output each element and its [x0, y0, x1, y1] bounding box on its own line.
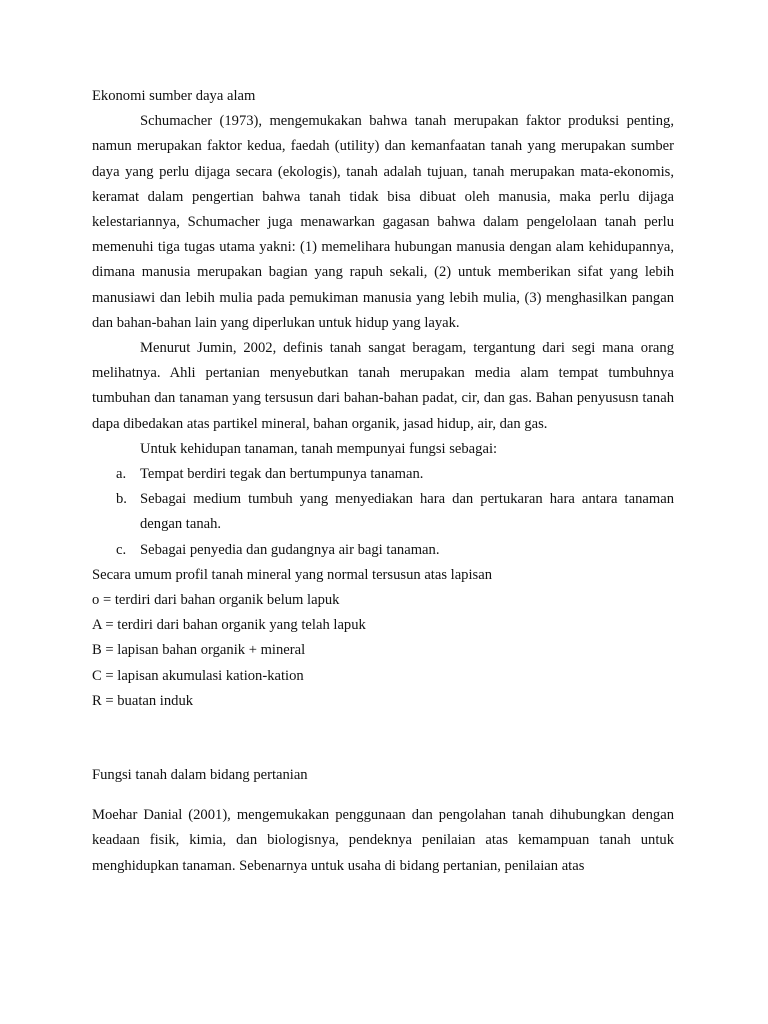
section-title-fungsi: Fungsi tanah dalam bidang pertanian: [92, 767, 308, 784]
section-spacer: [92, 714, 674, 763]
profile-line-o: o = terdiri dari bahan organik belum lapuk: [92, 592, 340, 609]
profile-line-c: C = lapisan akumulasi kation-kation: [92, 667, 304, 684]
profile-line-a: A = terdiri dari bahan organik yang telah lapuk: [92, 617, 366, 634]
list-item: [92, 538, 674, 563]
document-page: [92, 84, 674, 879]
profile-line-b: B = lapisan bahan organik + mineral: [92, 642, 306, 659]
list-item: [92, 487, 674, 537]
list-marker: b.: [116, 491, 127, 508]
fungsi-list: [92, 462, 674, 563]
heading-spacer: [92, 788, 674, 803]
list-marker: a.: [116, 466, 127, 483]
paragraph-moehar: Moehar Danial (2001), mengemukakan penggunaan dan pengolahan tanah dihubungkan dengan keadaan fisik, kimia, dan biologisnya, pendeknya penilaian atas kemampuan tanah untuk menghidupkan tanaman. Sebenarnya untuk usaha di bidang pertanian, penilaian atas: [92, 807, 674, 874]
profile-intro: Secara umum profil tanah mineral yang normal tersusun atas lapisan: [92, 566, 492, 583]
list-item-text: Tempat berdiri tegak dan bertumpunya tanaman.: [140, 466, 424, 483]
list-item: [92, 462, 674, 487]
profile-line-r: R = buatan induk: [92, 692, 194, 709]
paragraph-fungsi-intro: Untuk kehidupan tanaman, tanah mempunyai fungsi sebagai:: [140, 440, 498, 457]
paragraph-schumacher: Schumacher (1973), mengemukakan bahwa tanah merupakan faktor produksi penting, namun merupakan faktor kedua, faedah (utility) dan kemanfaatan tanah yang merupakan sumber daya yang perlu dijaga secara (ekologis), tanah adalah tujuan, tanah merupakan mata-ekonomis, keramat dalam pengertian bahwa tanah tidak bisa dibuat oleh manusia, maka perlu dijaga kelestariannya, Schumacher juga menawarkan gagasan bahwa dalam pengelolaan tanah perlu memenuhi tiga tugas utama yakni: (1) memelihara hubungan manusia dengan alam kehidupannya, dimana manusia merupakan bagian yang rapuh sekali, (2) untuk memberikan sifat yang lebih manusiawi dan lebih mulia pada pemukiman manusia yang lebih mulia, (3) menghasilkan pangan dan bahan-bahan lain yang diperlukan untuk hidup yang layak.: [92, 113, 674, 331]
list-item-text: Sebagai medium tumbuh yang menyediakan hara dan pertukaran hara antara tanaman dengan tanah.: [140, 491, 674, 533]
list-marker: c.: [116, 541, 127, 558]
section-title-ekonomi: Ekonomi sumber daya alam: [92, 88, 256, 104]
paragraph-jumin: Menurut Jumin, 2002, definis tanah sangat beragam, tergantung dari segi mana orang melihatnya. Ahli pertanian menyebutkan tanah merupakan media alam tempat tumbuhnya tumbuhan dan tanaman yang tersusun dari bahan-bahan padat, cir, dan gas. Bahan penyususn tanah dapa dibedakan atas partikel mineral, bahan organik, jasad hidup, air, dan gas.: [92, 340, 674, 432]
list-item-text: Sebagai penyedia dan gudangnya air bagi tanaman.: [140, 541, 440, 558]
